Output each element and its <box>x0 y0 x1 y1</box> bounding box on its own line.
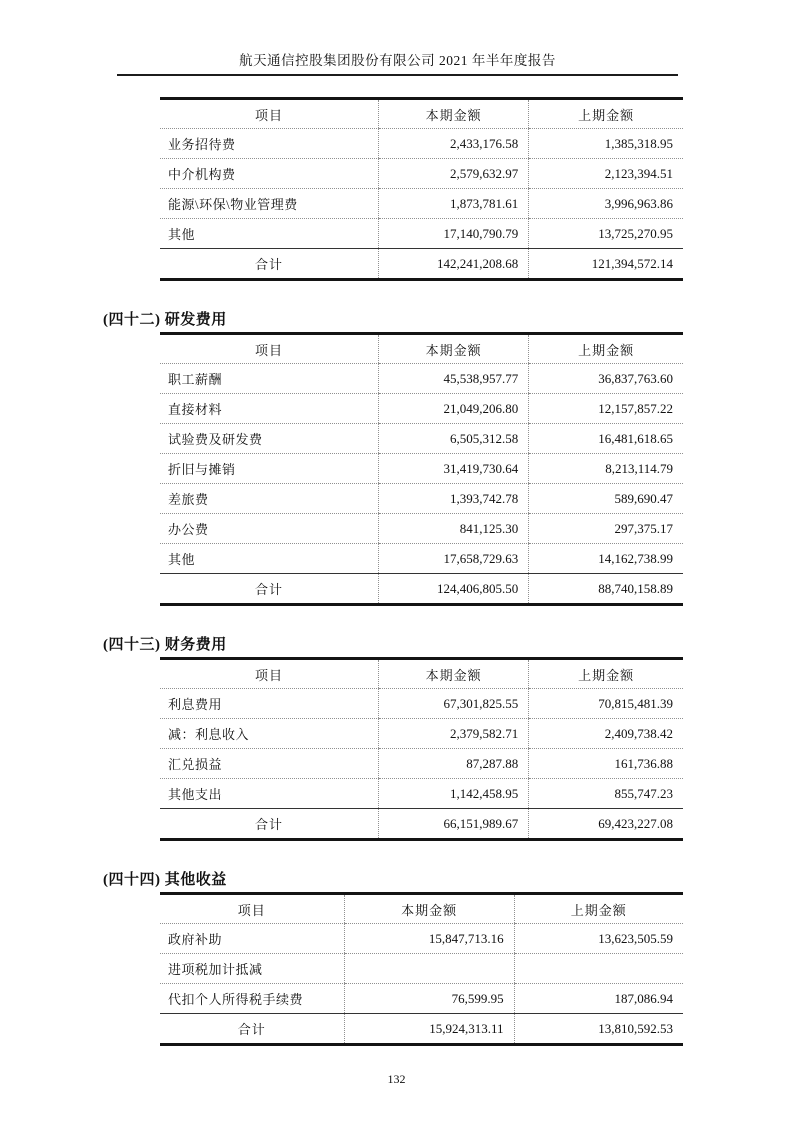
column-header: 上期金额 <box>529 99 683 129</box>
table-row <box>160 514 683 544</box>
row-label: 其他 <box>160 219 379 249</box>
current-period-amount: 45,538,957.77 <box>379 364 529 394</box>
total-prior-period-amount: 13,810,592.53 <box>514 1014 683 1045</box>
prior-period-amount: 13,725,270.95 <box>529 219 683 249</box>
total-label: 合计 <box>160 249 379 280</box>
table-body <box>160 689 683 840</box>
row-label: 差旅费 <box>160 484 379 514</box>
report-section <box>0 871 793 1046</box>
prior-period-amount: 2,409,738.42 <box>529 719 683 749</box>
total-row <box>160 809 683 840</box>
total-current-period-amount: 124,406,805.50 <box>379 574 529 605</box>
column-header: 上期金额 <box>529 659 683 689</box>
prior-period-amount: 161,736.88 <box>529 749 683 779</box>
header-row <box>160 659 683 689</box>
financial-table <box>160 332 683 606</box>
prior-period-amount: 70,815,481.39 <box>529 689 683 719</box>
row-label: 折旧与摊销 <box>160 454 379 484</box>
header-row <box>160 99 683 129</box>
current-period-amount: 87,287.88 <box>379 749 529 779</box>
table-row <box>160 454 683 484</box>
total-label: 合计 <box>160 1014 344 1045</box>
report-section <box>0 636 793 841</box>
current-period-amount: 841,125.30 <box>379 514 529 544</box>
row-label: 减：利息收入 <box>160 719 379 749</box>
column-header: 项目 <box>160 659 379 689</box>
current-period-amount: 2,433,176.58 <box>379 129 529 159</box>
section-title: (四十四) 其他收益 <box>103 872 227 888</box>
table-row <box>160 544 683 574</box>
current-period-amount: 31,419,730.64 <box>379 454 529 484</box>
total-prior-period-amount: 69,423,227.08 <box>529 809 683 840</box>
financial-table <box>160 892 683 1046</box>
table-body <box>160 924 683 1045</box>
report-section <box>0 311 793 606</box>
prior-period-amount <box>514 954 683 984</box>
column-header: 项目 <box>160 99 379 129</box>
row-label: 中介机构费 <box>160 159 379 189</box>
row-label: 办公费 <box>160 514 379 544</box>
total-label: 合计 <box>160 574 379 605</box>
row-label: 利息费用 <box>160 689 379 719</box>
table-row <box>160 954 683 984</box>
table-row <box>160 689 683 719</box>
row-label: 业务招待费 <box>160 129 379 159</box>
total-row <box>160 1014 683 1045</box>
current-period-amount: 2,579,632.97 <box>379 159 529 189</box>
prior-period-amount: 187,086.94 <box>514 984 683 1014</box>
row-label: 代扣个人所得税手续费 <box>160 984 344 1014</box>
current-period-amount: 21,049,206.80 <box>379 394 529 424</box>
row-label: 其他 <box>160 544 379 574</box>
current-period-amount: 2,379,582.71 <box>379 719 529 749</box>
table-row <box>160 484 683 514</box>
row-label: 其他支出 <box>160 779 379 809</box>
current-period-amount: 6,505,312.58 <box>379 424 529 454</box>
current-period-amount: 1,873,781.61 <box>379 189 529 219</box>
table-row <box>160 159 683 189</box>
table-body <box>160 364 683 605</box>
current-period-amount: 1,142,458.95 <box>379 779 529 809</box>
prior-period-amount: 3,996,963.86 <box>529 189 683 219</box>
table-row <box>160 984 683 1014</box>
column-header: 本期金额 <box>379 659 529 689</box>
table-row <box>160 129 683 159</box>
section-title: (四十三) 财务费用 <box>103 637 227 653</box>
financial-table <box>160 657 683 841</box>
table-row <box>160 924 683 954</box>
financial-table <box>160 97 683 281</box>
table-row <box>160 364 683 394</box>
column-header: 上期金额 <box>514 894 683 924</box>
row-label: 职工薪酬 <box>160 364 379 394</box>
table-row <box>160 719 683 749</box>
table-body <box>160 129 683 280</box>
table-row <box>160 394 683 424</box>
table-head <box>160 894 683 924</box>
current-period-amount <box>344 954 514 984</box>
page-number: 132 <box>387 1072 406 1086</box>
column-header: 上期金额 <box>529 334 683 364</box>
current-period-amount: 76,599.95 <box>344 984 514 1014</box>
table-row <box>160 219 683 249</box>
total-row <box>160 249 683 280</box>
total-prior-period-amount: 121,394,572.14 <box>529 249 683 280</box>
total-current-period-amount: 66,151,989.67 <box>379 809 529 840</box>
total-current-period-amount: 15,924,313.11 <box>344 1014 514 1045</box>
row-label: 政府补助 <box>160 924 344 954</box>
current-period-amount: 1,393,742.78 <box>379 484 529 514</box>
table-row <box>160 779 683 809</box>
row-label: 汇兑损益 <box>160 749 379 779</box>
prior-period-amount: 36,837,763.60 <box>529 364 683 394</box>
table-row <box>160 749 683 779</box>
prior-period-amount: 589,690.47 <box>529 484 683 514</box>
row-label: 直接材料 <box>160 394 379 424</box>
prior-period-amount: 16,481,618.65 <box>529 424 683 454</box>
column-header: 本期金额 <box>379 99 529 129</box>
column-header: 本期金额 <box>379 334 529 364</box>
row-label: 试验费及研发费 <box>160 424 379 454</box>
current-period-amount: 17,140,790.79 <box>379 219 529 249</box>
table-head <box>160 99 683 129</box>
page-header-title: 航天通信控股集团股份有限公司 2021 年半年度报告 <box>239 53 556 68</box>
page-header <box>117 52 678 76</box>
report-sections <box>0 97 793 1046</box>
report-section <box>0 97 793 281</box>
prior-period-amount: 1,385,318.95 <box>529 129 683 159</box>
row-label: 能源\环保\物业管理费 <box>160 189 379 219</box>
row-label: 进项税加计抵减 <box>160 954 344 984</box>
header-row <box>160 894 683 924</box>
total-label: 合计 <box>160 809 379 840</box>
total-row <box>160 574 683 605</box>
prior-period-amount: 12,157,857.22 <box>529 394 683 424</box>
total-current-period-amount: 142,241,208.68 <box>379 249 529 280</box>
table-row <box>160 424 683 454</box>
column-header: 项目 <box>160 894 344 924</box>
header-row <box>160 334 683 364</box>
current-period-amount: 67,301,825.55 <box>379 689 529 719</box>
table-head <box>160 659 683 689</box>
total-prior-period-amount: 88,740,158.89 <box>529 574 683 605</box>
current-period-amount: 17,658,729.63 <box>379 544 529 574</box>
column-header: 本期金额 <box>344 894 514 924</box>
column-header: 项目 <box>160 334 379 364</box>
table-head <box>160 334 683 364</box>
prior-period-amount: 855,747.23 <box>529 779 683 809</box>
prior-period-amount: 14,162,738.99 <box>529 544 683 574</box>
prior-period-amount: 13,623,505.59 <box>514 924 683 954</box>
current-period-amount: 15,847,713.16 <box>344 924 514 954</box>
prior-period-amount: 2,123,394.51 <box>529 159 683 189</box>
section-title: (四十二) 研发费用 <box>103 312 227 328</box>
table-row <box>160 189 683 219</box>
prior-period-amount: 297,375.17 <box>529 514 683 544</box>
prior-period-amount: 8,213,114.79 <box>529 454 683 484</box>
